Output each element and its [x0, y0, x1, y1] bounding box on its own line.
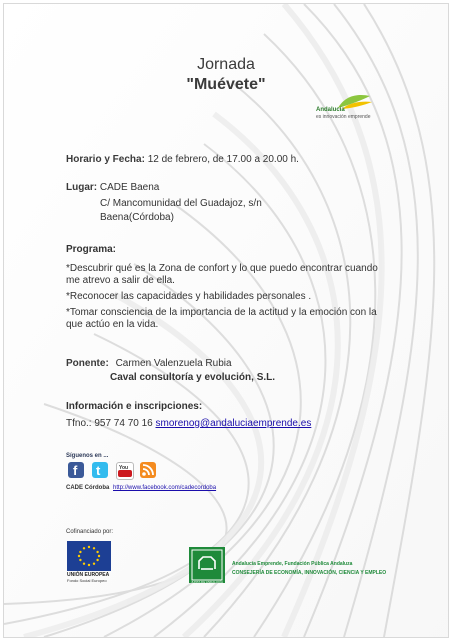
speaker-label: Ponente: [66, 358, 109, 369]
place-row [66, 182, 159, 194]
program-item-1: *Descubrir qué es la Zona de confort y lo que puedo encontrar cuando me atrevo a salir de ella. [66, 263, 378, 286]
title-line-2: "Muévete" [186, 76, 266, 93]
info-phone: Tfno.: 957 74 70 16 [66, 418, 153, 429]
cade-facebook-link[interactable]: http://www.facebook.com/cadecordoba [113, 485, 217, 491]
speaker-row [66, 358, 232, 370]
rss-icon[interactable] [140, 462, 156, 478]
twitter-icon[interactable] [92, 462, 108, 478]
title-line-1: Jornada [197, 56, 255, 73]
speaker-company: Caval consultoría y evolución, S.L. [110, 372, 276, 383]
place-line-2: C/ Mancomunidad del Guadajoz, s/n [100, 198, 262, 209]
org-line-2: CONSEJERÍA DE ECONOMÍA, INNOVACIÓN, CIENCIA Y EMPLEO [232, 570, 387, 576]
svg-text:You: You [119, 465, 129, 471]
program-item-2: *Reconocer las capacidades y habilidades personales . [66, 291, 312, 302]
speaker-name: Carmen Valenzuela Rubia [115, 358, 232, 369]
schedule-row [66, 154, 299, 166]
place-label: Lugar: [66, 182, 98, 193]
eu-flag-icon [67, 541, 111, 571]
program-label: Programa: [66, 244, 117, 255]
follow-label: Síguenos en ... [66, 453, 109, 459]
info-label: Información e inscripciones: [66, 401, 203, 412]
youtube-icon[interactable] [116, 462, 134, 480]
place-line-1: CADE Baena [99, 182, 160, 193]
facebook-icon[interactable] [68, 462, 84, 478]
logo-caption-line-1: Andalucía [316, 107, 345, 113]
org-line-1: Andalucía Emprende, Fundación Pública Andaluza [232, 561, 353, 567]
logo-caption-line-2: es innovación emprende [316, 114, 371, 120]
svg-text:f: f [73, 463, 78, 478]
schedule-value: 12 de febrero, de 17.00 a 20.00 h. [147, 154, 299, 165]
svg-text:t: t [96, 463, 101, 478]
cofinanced-label: Cofinanciado por: [66, 529, 114, 535]
flyer-page [3, 3, 449, 638]
program-item-3: *Tomar consciencia de la importancia de la actitud y la emoción con la que actúo en la vida. [66, 307, 377, 330]
eu-caption-line-2: Fondo Social Europeo [67, 578, 107, 583]
info-row [66, 418, 311, 430]
schedule-label: Horario y Fecha: [66, 154, 145, 165]
junta-andalucia-logo-icon [189, 547, 225, 583]
info-email-link[interactable]: smorenog@andaluciaemprende.es [155, 418, 312, 429]
eu-caption-line-1: UNIÓN EUROPEA [67, 572, 110, 578]
junta-caption: JUNTA DE ANDALUCÍA [190, 580, 224, 584]
cade-row [66, 485, 216, 491]
cade-label: CADE Córdoba [66, 485, 110, 491]
place-line-3: Baena(Córdoba) [100, 212, 174, 223]
